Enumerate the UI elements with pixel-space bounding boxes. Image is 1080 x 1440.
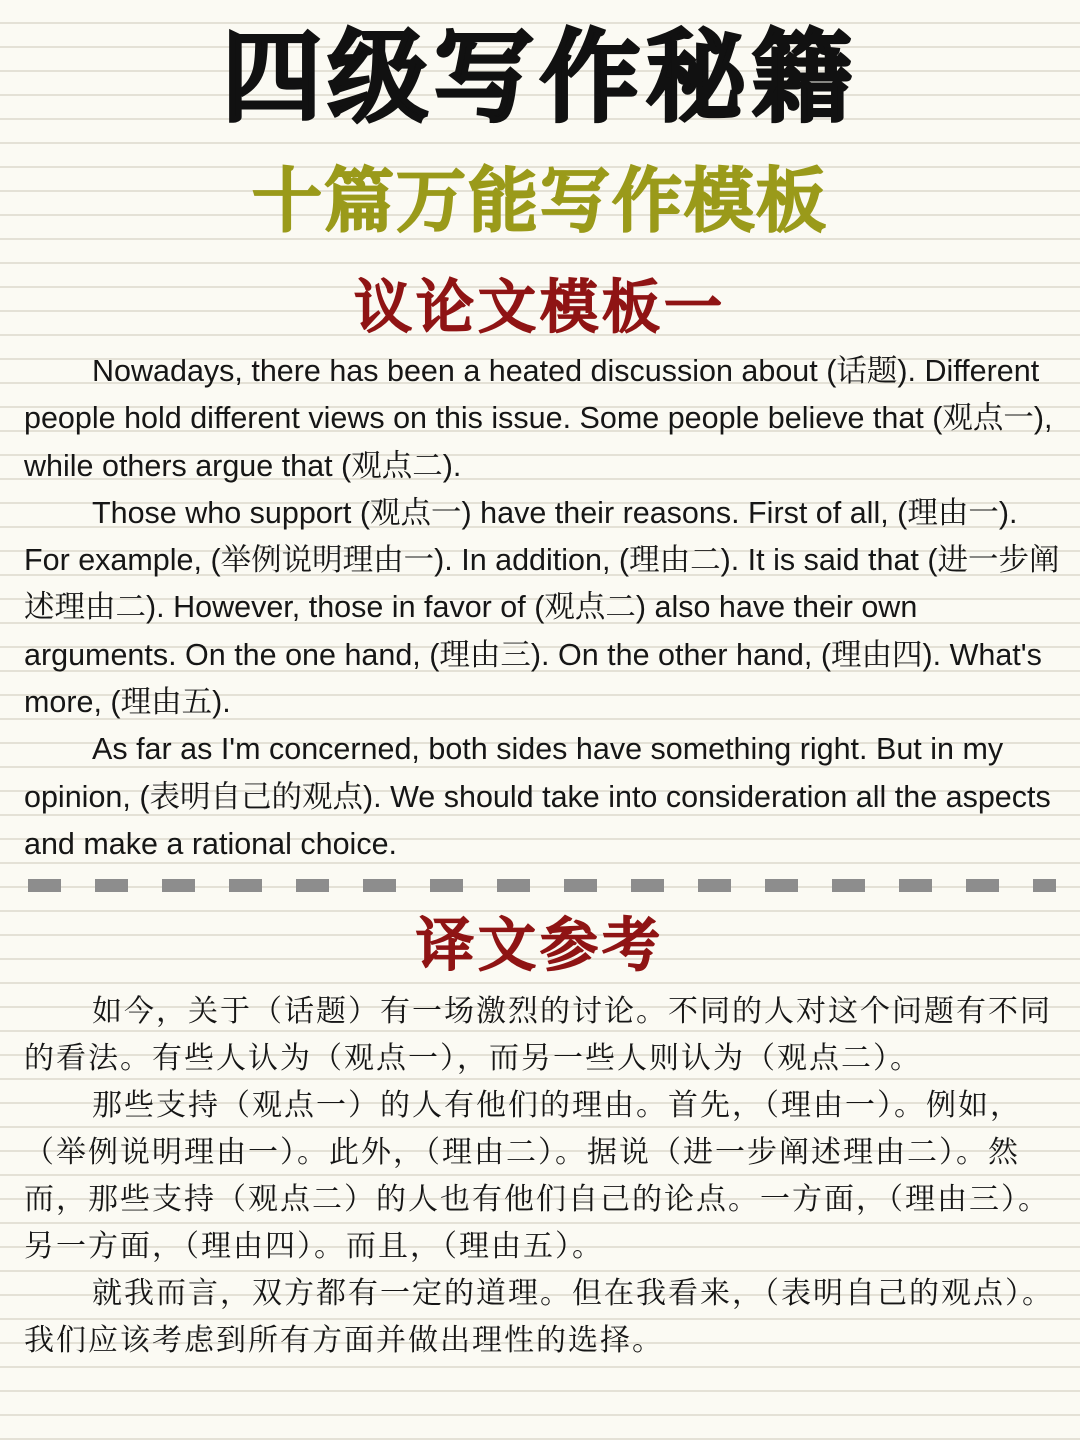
translation-heading: 译文参考 bbox=[415, 911, 664, 979]
translation-paragraph-2: 那些支持（观点一）的人有他们的理由。首先，（理由一）。例如，（举例说明理由一）。此外，（理由二）。据说（进一步阐述理由二）。然而，那些支持（观点二）的人也有他们自己的论点。一方面，（理由三）。另一方面，（理由四）。而且，（理由五）。 bbox=[24, 1088, 1050, 1264]
translation-paragraph-3: 就我而言，双方都有一定的道理。但在我看来，（表明自己的观点）。我们应该考虑到所有方面并做出理性的选择。 bbox=[24, 1276, 1054, 1358]
essay-heading: 议论文模板一 bbox=[353, 273, 726, 341]
main-title: 四级写作秘籍 bbox=[222, 19, 858, 136]
translation-paragraph-1: 如今，关于（话题）有一场激烈的讨论。不同的人对这个问题有不同的看法。有些人认为（观点一），而另一些人则认为（观点二）。 bbox=[24, 994, 1052, 1076]
essay-paragraph-3: As far as I'm concerned, both sides have something right. But in my opinion, (表明自己的观点). We should take into consideration all the aspects and make a rational choice. bbox=[24, 732, 1051, 861]
essay-paragraph-2: Those who support (观点一) have their reasons. First of all, (理由一). For example, (举例说明理由一). In addition, (理由二). It is said that (进一步阐述理由二). However, those in favor of (观点二) also have their own arguments. On the one hand, (理由三). On the other hand, (理由四). What's more, (理由五). bbox=[24, 495, 1060, 720]
translation-body bbox=[24, 988, 1064, 1364]
essay-body bbox=[24, 348, 1064, 868]
sub-title: 十篇万能写作模板 bbox=[252, 160, 828, 242]
essay-paragraph-1: Nowadays, there has been a heated discussion about (话题). Different people hold different views on this issue. Some people believe that (观点一), while others argue that (观点二). bbox=[24, 354, 1053, 483]
dashed-divider bbox=[28, 879, 1056, 892]
